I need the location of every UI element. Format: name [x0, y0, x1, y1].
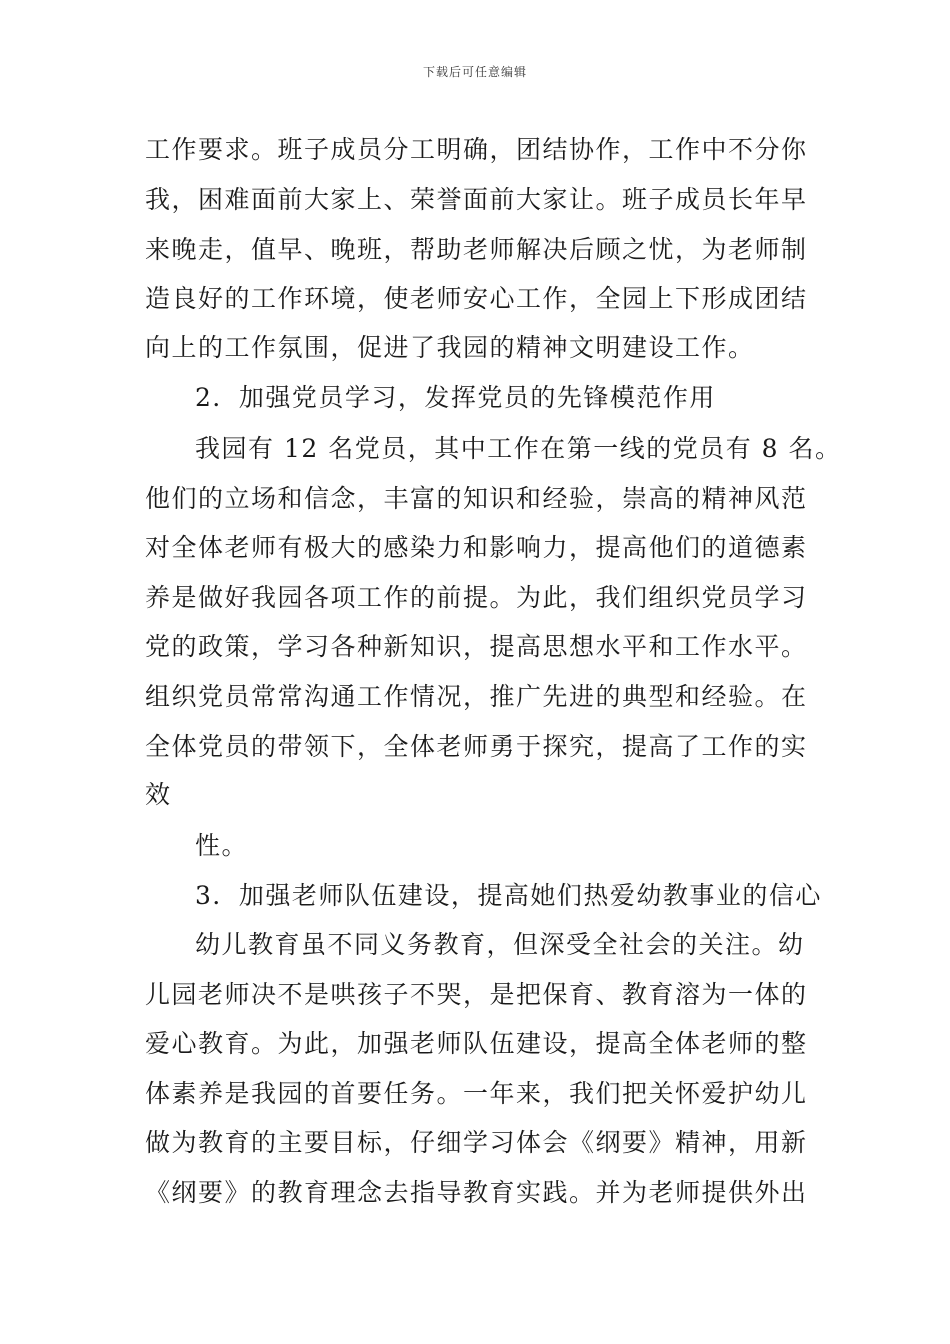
- text-line: 性。: [195, 831, 249, 860]
- text-line: 造良好的工作环境，使老师安心工作，全园上下形成团结: [145, 284, 808, 313]
- text-line: 儿园老师决不是哄孩子不哭，是把保育、教育溶为一体的: [145, 980, 808, 1009]
- text-line: 全体党员的带领下，全体老师勇于探究，提高了工作的实: [145, 732, 808, 761]
- text-line: 向上的工作氛围，促进了我园的精神文明建设工作。: [145, 333, 755, 362]
- text-line: 工作要求。班子成员分工明确，团结协作，工作中不分你: [145, 135, 808, 164]
- text-line: 体素养是我园的首要任务。一年来，我们把关怀爱护幼儿: [145, 1079, 808, 1108]
- text-line: 养是做好我园各项工作的前提。为此，我们组织党员学习: [145, 583, 808, 612]
- text-line: 我园有 12 名党员，其中工作在第一线的党员有 8 名。: [195, 434, 842, 463]
- page-header: 下载后可任意编辑: [422, 65, 527, 79]
- text-line: 幼儿教育虽不同义务教育，但深受全社会的关注。幼: [195, 930, 805, 959]
- text-line: 做为教育的主要目标，仔细学习体会《纲要》精神，用新: [145, 1128, 808, 1157]
- text-line: 我，困难面前大家上、荣誉面前大家让。班子成员长年早: [145, 185, 808, 214]
- section-heading: 2．加强党员学习，发挥党员的先锋模范作用: [195, 383, 716, 412]
- text-line: 党的政策，学习各种新知识，提高思想水平和工作水平。: [145, 632, 808, 661]
- text-line: 爱心教育。为此，加强老师队伍建设，提高全体老师的整: [145, 1029, 808, 1058]
- text-line: 对全体老师有极大的感染力和影响力，提高他们的道德素: [145, 533, 808, 562]
- text-line: 组织党员常常沟通工作情况，推广先进的典型和经验。在: [145, 682, 808, 711]
- text-line: 效: [145, 780, 172, 809]
- text-line: 他们的立场和信念，丰富的知识和经验，崇高的精神风范: [145, 484, 808, 513]
- section-heading: 3．加强老师队伍建设，提高她们热爱幼教事业的信心: [195, 881, 822, 910]
- text-line: 来晚走，值早、晚班，帮助老师解决后顾之忧，为老师制: [145, 235, 808, 264]
- text-line: 《纲要》的教育理念去指导教育实践。并为老师提供外出: [145, 1178, 808, 1207]
